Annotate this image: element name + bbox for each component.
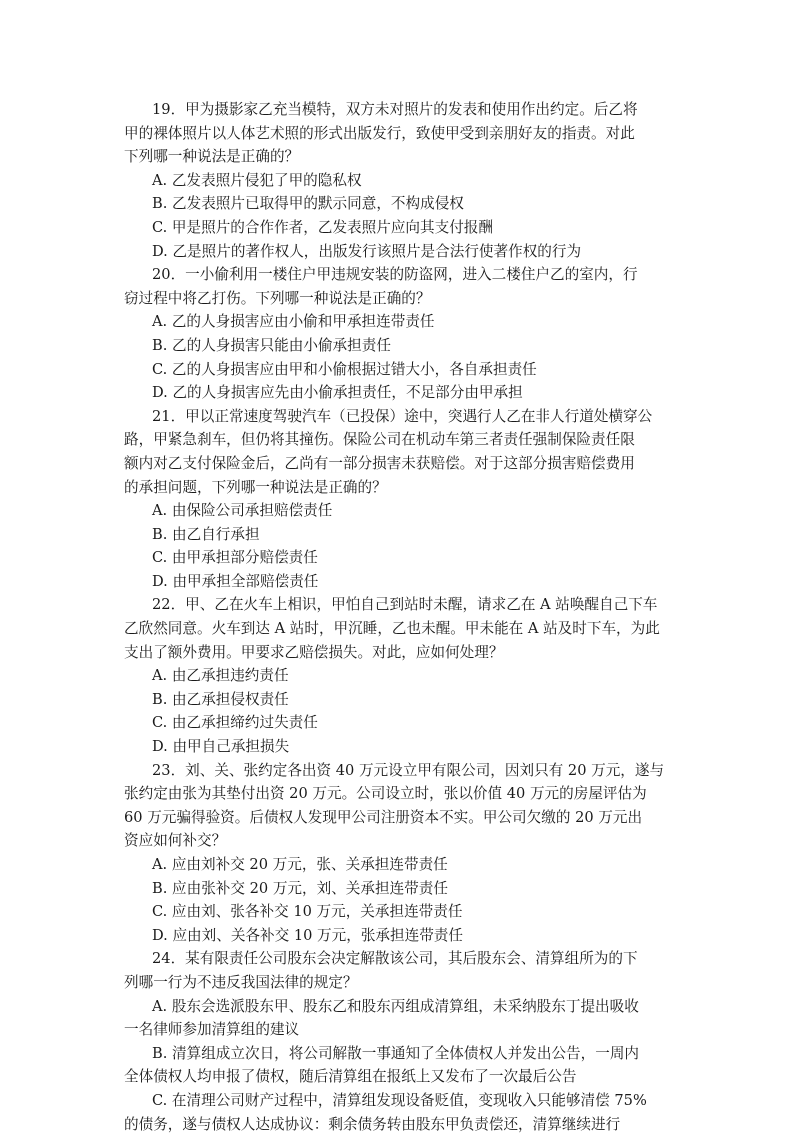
line-25: B. 由乙承担侵权责任 <box>152 690 289 708</box>
line-12: D. 乙的人身损害应先由小偷承担责任，不足部分由甲承担 <box>152 384 523 402</box>
line-3: A. 乙发表照片侵犯了甲的隐私权 <box>152 171 362 189</box>
document-page <box>124 98 684 1136</box>
line-35: D. 应由刘、关各补交 10 万元，张承担连带责任 <box>152 926 463 944</box>
line-32: A. 应由刘补交 20 万元，张、关承担连带责任 <box>152 856 448 873</box>
line-9: A. 乙的人身损害应由小偷和甲承担连带责任 <box>152 313 435 331</box>
line-10: B. 乙的人身损害只能由小偷承担责任 <box>152 336 391 354</box>
line-38: A. 股东会选派股东甲、股东乙和股东丙组成清算组，未采纳股东丁提出吸收 <box>152 997 639 1015</box>
line-23: 支出了额外费用。甲要求乙赔偿损失。对此，应如何处理？ <box>124 643 504 661</box>
line-22: 乙欣然同意。火车到达 A 站时，甲沉睡，乙也未醒。甲未能在 A 站及时下车，为此 <box>124 620 660 638</box>
line-41: 全体债权人均申报了债权，随后清算组在报纸上又发布了一次最后公告 <box>124 1068 577 1086</box>
line-18: B. 由乙自行承担 <box>152 525 260 543</box>
line-27: D. 由甲自己承担损失 <box>152 738 290 756</box>
line-5: C. 甲是照片的合作作者，乙发表照片应向其支付报酬 <box>152 218 493 236</box>
line-34: C. 应由刘、张各补交 10 万元，关承担连带责任 <box>152 903 463 921</box>
line-15: 额内对乙支付保险金后，乙尚有一部分损害未获赔偿。对于这部分损害赔偿费用 <box>124 454 635 472</box>
line-40: B. 清算组成立次日，将公司解散一事通知了全体债权人并发出公告，一周内 <box>152 1044 640 1062</box>
line-29: 张约定由张为其垫付出资 20 万元。公司设立时，张以价值 40 万元的房屋评估为 <box>124 785 647 803</box>
line-13: 21．甲以正常速度驾驶汽车（已投保）途中，突遇行人乙在非人行道处横穿公 <box>152 407 653 425</box>
line-39: 一名律师参加清算组的建议 <box>124 1021 300 1039</box>
line-7: 20．一小偷利用一楼住户甲违规安装的防盗网，进入二楼住户乙的室内，行 <box>152 266 638 284</box>
line-31: 资应如何补交？ <box>124 832 227 850</box>
line-37: 列哪一行为不违反我国法律的规定？ <box>124 973 358 991</box>
line-8: 窃过程中将乙打伤。下列哪一种说法是正确的？ <box>124 289 431 307</box>
line-30: 60 万元骗得验资。后债权人发现甲公司注册资本不实。甲公司欠缴的 20 万元出 <box>124 808 643 826</box>
line-4: B. 乙发表照片已取得甲的默示同意，不构成侵权 <box>152 195 464 213</box>
line-42: C. 在清理公司财产过程中，清算组发现设备贬值，变现收入只能够清偿 75% <box>152 1091 647 1109</box>
line-19: C. 由甲承担部分赔偿责任 <box>152 549 318 567</box>
line-17: A. 由保险公司承担赔偿责任 <box>152 502 333 520</box>
line-36: 24．某有限责任公司股东会决定解散该公司，其后股东会、清算组所为的下 <box>152 950 638 968</box>
line-11: C. 乙的人身损害应由甲和小偷根据过错大小，各自承担责任 <box>152 360 537 378</box>
line-43: 的债务，遂与债权人达成协议：剩余债务转由股东甲负责偿还，清算继续进行 <box>124 1115 621 1133</box>
line-0: 19．甲为摄影家乙充当模特，双方未对照片的发表和使用作出约定。后乙将 <box>152 101 638 118</box>
line-6: D. 乙是照片的著作权人，出版发行该照片是合法行使著作权的行为 <box>152 242 582 260</box>
line-24: A. 由乙承担违约责任 <box>152 667 289 685</box>
line-26: C. 由乙承担缔约过失责任 <box>152 714 318 732</box>
line-21: 22．甲、乙在火车上相识，甲怕自己到站时未醒，请求乙在 A 站唤醒自己下车 <box>152 596 658 614</box>
line-2: 下列哪一种说法是正确的？ <box>124 148 300 166</box>
line-33: B. 应由张补交 20 万元，刘、关承担连带责任 <box>152 879 448 897</box>
line-28: 23．刘、关、张约定各出资 40 万元设立甲有限公司，因刘只有 20 万元，遂与 <box>152 761 665 779</box>
line-1: 甲的裸体照片以人体艺术照的形式出版发行，致使甲受到亲朋好友的指责。对此 <box>124 124 635 142</box>
line-14: 路，甲紧急刹车，但仍将其撞伤。保险公司在机动车第三者责任强制保险责任限 <box>124 431 635 449</box>
line-20: D. 由甲承担全部赔偿责任 <box>152 572 319 590</box>
line-16: 的承担问题，下列哪一种说法是正确的？ <box>124 478 387 496</box>
